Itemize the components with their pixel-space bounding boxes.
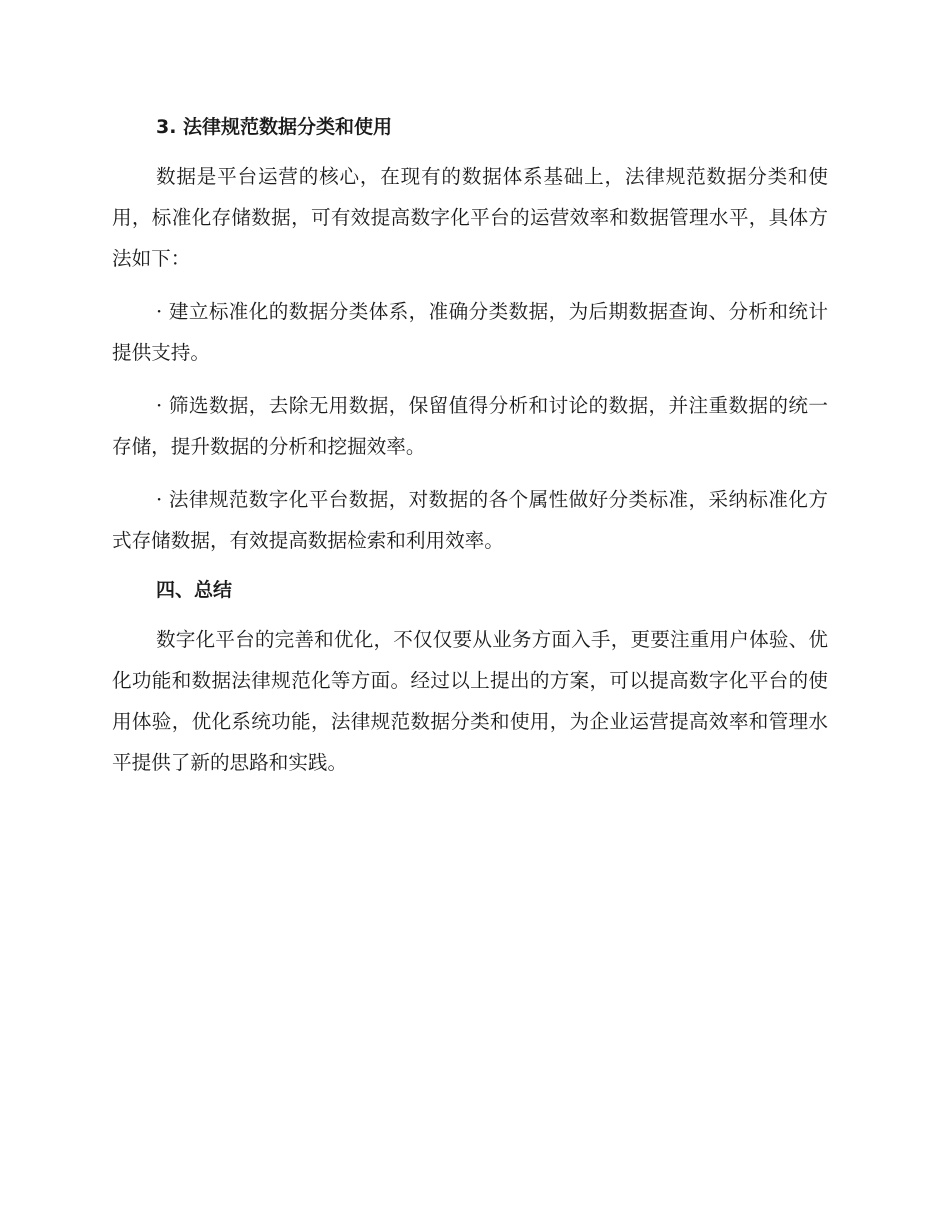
bullet-item-1: · 建立标准化的数据分类体系，准确分类数据，为后期数据查询、分析和统计提供支持。 xyxy=(112,300,828,364)
document-page xyxy=(112,110,828,795)
section-4-heading: 四、总结 xyxy=(156,579,233,601)
bullet-item-2: · 筛选数据，去除无用数据，保留值得分析和讨论的数据，并注重数据的统一存储，提升数据的分析和挖掘效率。 xyxy=(112,394,828,458)
section-3-heading: 3. 法律规范数据分类和使用 xyxy=(156,116,393,138)
bullet-item-3: · 法律规范数字化平台数据，对数据的各个属性做好分类标准，采纳标准化方式存储数据，有效提高数据检索和利用效率。 xyxy=(112,488,828,552)
summary-paragraph: 数字化平台的完善和优化，不仅仅要从业务方面入手，更要注重用户体验、优化功能和数据法律规范化等方面。经过以上提出的方案，可以提高数字化平台的使用体验，优化系统功能，法律规范数据分类和使用，为企业运营提高效率和管理水平提供了新的思路和实践。 xyxy=(112,628,828,774)
section-3-intro-paragraph: 数据是平台运营的核心，在现有的数据体系基础上，法律规范数据分类和使用，标准化存储数据，可有效提高数字化平台的运营效率和数据管理水平，具体方法如下： xyxy=(112,165,828,270)
